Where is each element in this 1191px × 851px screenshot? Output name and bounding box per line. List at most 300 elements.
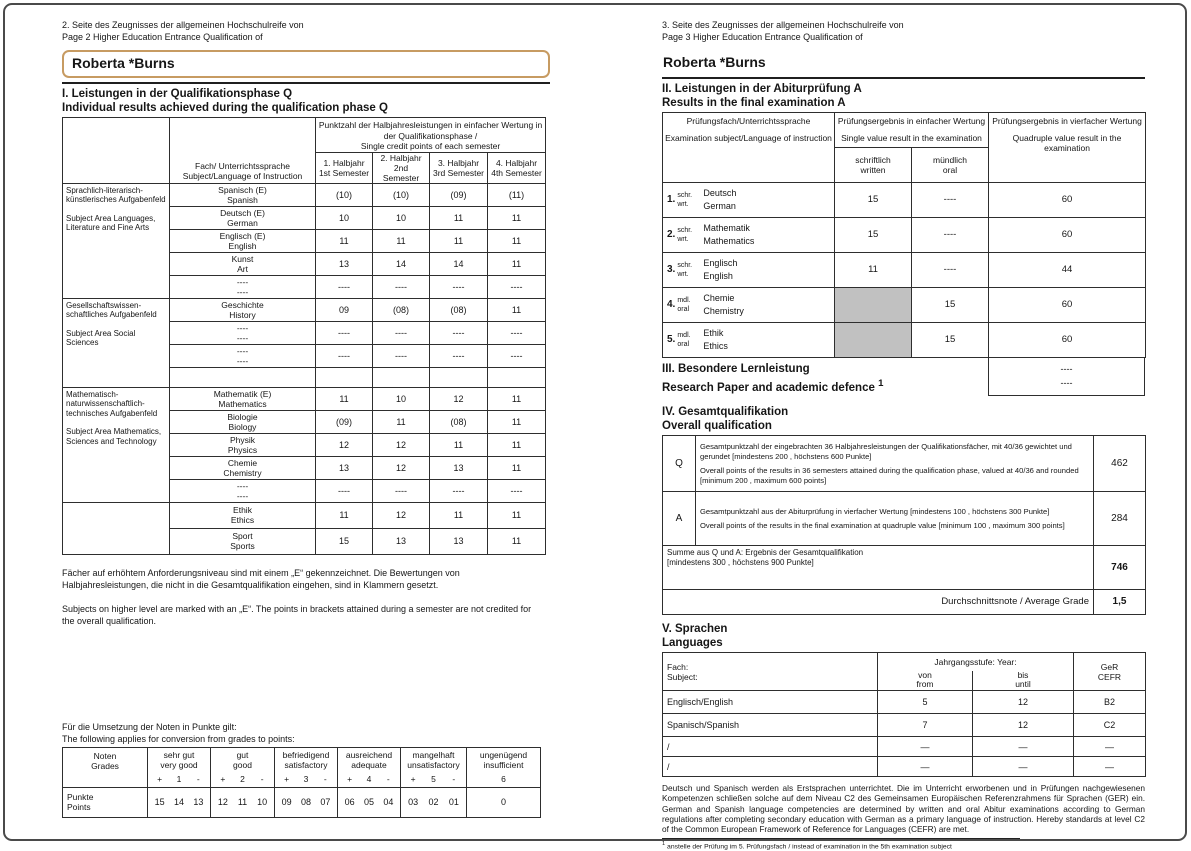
points-cell xyxy=(211,787,275,817)
exam-number: 4. xyxy=(667,299,676,310)
year-from-cell: 5 xyxy=(878,691,973,714)
semester-label-en: 3rd Semester xyxy=(432,167,485,178)
mark: - xyxy=(386,774,390,784)
exam-mode xyxy=(677,191,695,209)
table-row xyxy=(63,387,546,410)
points-cell: (10) xyxy=(316,183,373,206)
exam-subject-wrap xyxy=(663,187,834,213)
points-cell: 14 xyxy=(430,252,488,275)
semester-3-header xyxy=(430,152,488,183)
subject-en: Ethics xyxy=(703,341,728,351)
points-values xyxy=(213,797,272,807)
subject-cell xyxy=(170,367,316,387)
a-points-value: 284 xyxy=(1094,492,1146,546)
written-result-cell-blocked xyxy=(835,288,912,323)
points-cell xyxy=(338,787,401,817)
points-cell: 11 xyxy=(488,528,546,554)
table-row xyxy=(63,787,541,817)
points-label-en: Points xyxy=(67,802,91,812)
research-paper-value: ---- xyxy=(1060,364,1073,374)
table-row xyxy=(663,691,1146,714)
oral-result-cell: 15 xyxy=(912,323,989,358)
table-row xyxy=(663,714,1146,737)
subject-cell xyxy=(170,321,316,344)
mode-de: schr. xyxy=(677,227,693,234)
languages-table xyxy=(662,652,1146,777)
exam-mode xyxy=(677,296,695,314)
points-values xyxy=(469,797,538,807)
points-cell: (08) xyxy=(373,298,430,321)
quadruple-result-cell: 60 xyxy=(989,323,1146,358)
points-cell xyxy=(373,367,430,387)
mode-de: schr. xyxy=(677,262,693,269)
subject-cell xyxy=(170,479,316,502)
subject-header-en: Subject/Language of Instruction xyxy=(182,170,303,181)
subject-cell xyxy=(170,252,316,275)
points-cell: 15 xyxy=(316,528,373,554)
subject-de: ---- xyxy=(236,480,249,491)
average-grade-label: Durchschnittsnote / Average Grade xyxy=(663,590,1094,615)
table-row xyxy=(63,502,546,528)
table-row xyxy=(63,298,546,321)
overall-qualification-table xyxy=(662,435,1146,615)
grade-name xyxy=(150,750,208,770)
exam-subject-wrap xyxy=(663,292,834,318)
q-points-value: 462 xyxy=(1094,436,1146,492)
subject-de: ---- xyxy=(236,345,249,356)
language-name-cell: / xyxy=(663,737,878,757)
subject-de: Kunst xyxy=(231,253,254,264)
points-cell: 11 xyxy=(316,387,373,410)
points-cell: 11 xyxy=(488,456,546,479)
q-description-cell xyxy=(696,436,1094,492)
points-cell: 13 xyxy=(316,252,373,275)
subject-area-label xyxy=(63,183,170,298)
points-cell: ---- xyxy=(316,344,373,367)
subject-de: Englisch (E) xyxy=(219,230,266,241)
exam-subject-name xyxy=(703,187,736,213)
points-cell: 12 xyxy=(316,433,373,456)
year-from-cell: — xyxy=(878,757,973,777)
subject-cell xyxy=(170,206,316,229)
subject-de: ---- xyxy=(236,276,249,287)
cefr-label-de: GeR xyxy=(1100,661,1119,672)
subject-de: Deutsch (E) xyxy=(220,207,265,218)
points-values xyxy=(150,797,208,807)
subject-en: Biology xyxy=(228,421,257,432)
year-header-en: Year: xyxy=(997,656,1017,667)
table-header-row xyxy=(663,653,1146,671)
points-cell: 14 xyxy=(373,252,430,275)
subject-cell xyxy=(170,528,316,554)
points-cell: (10) xyxy=(373,183,430,206)
section-1-title-de: I. Leistungen in der Qualifikationsphase Q xyxy=(62,88,293,100)
subject-de: Englisch xyxy=(703,258,738,268)
subject-en: Ethics xyxy=(230,515,255,525)
section-3 xyxy=(662,358,1145,396)
mode-en: oral xyxy=(677,341,690,348)
until-header xyxy=(973,671,1074,691)
page-header-line-en: Page 3 Higher Education Entrance Qualification of xyxy=(662,32,863,42)
year-until-cell: 12 xyxy=(973,714,1074,737)
subject-column-header xyxy=(170,118,316,184)
grade-name-en: unsatisfactory xyxy=(407,760,460,770)
points-cell: 10 xyxy=(373,387,430,410)
cefr-label-en: CEFR xyxy=(1097,671,1122,682)
written-result-cell-blocked xyxy=(835,323,912,358)
points-cell: ---- xyxy=(373,321,430,344)
points-header-en: Single credit points of each semester xyxy=(360,141,501,151)
fach-label: Fach: xyxy=(667,661,689,672)
student-name: Roberta *Burns xyxy=(72,55,175,71)
points-label-de: Punkte xyxy=(67,792,94,802)
points-cell: ---- xyxy=(488,321,546,344)
table-row xyxy=(663,218,1146,253)
subject-en: Mathematics xyxy=(703,236,755,246)
section-5-title xyxy=(662,623,1145,650)
conversion-intro-en: The following applies for conversion from grades to points: xyxy=(62,733,295,744)
section-5-title-de: V. Sprachen xyxy=(662,623,728,635)
grade-name-en: adequate xyxy=(351,760,387,770)
points-cell: 12 xyxy=(373,433,430,456)
semester-label-en: 2nd Semester xyxy=(382,162,420,183)
subject-header-de: Fach/ Unterrichtssprache xyxy=(195,160,290,171)
subject-cell xyxy=(170,344,316,367)
mark: - xyxy=(452,774,456,784)
oral-result-cell: 15 xyxy=(912,288,989,323)
grade-column xyxy=(211,747,275,787)
points-cell: 11 xyxy=(373,410,430,433)
exam-subject-wrap xyxy=(663,327,834,353)
mode-de: mdl. xyxy=(677,297,691,304)
from-header xyxy=(878,671,973,691)
point: 02 xyxy=(428,797,439,807)
subject-cell xyxy=(170,183,316,206)
points-cell: 11 xyxy=(373,229,430,252)
point: 09 xyxy=(281,797,292,807)
grade-marks xyxy=(213,774,272,784)
average-grade-value: 1,5 xyxy=(1094,590,1146,615)
semester-label-de: 4. Halbjahr xyxy=(495,157,538,168)
mark: + xyxy=(410,774,416,784)
points-cell: ---- xyxy=(488,479,546,502)
points-values xyxy=(277,797,335,807)
points-cell xyxy=(401,787,467,817)
header-empty-cell xyxy=(63,118,170,184)
sum-desc-line1: Summe aus Q und A: Ergebnis der Gesamtqualifikation xyxy=(667,548,864,557)
subject-en: German xyxy=(703,201,736,211)
point: 01 xyxy=(448,797,459,807)
area-label-en: Subject Area Languages, Literature and Fine Arts xyxy=(66,213,156,232)
a-letter-cell: A xyxy=(663,492,696,546)
footnote-reference: 1 xyxy=(878,377,884,389)
written-header xyxy=(835,148,912,183)
mode-en: oral xyxy=(677,306,690,313)
grade-column xyxy=(275,747,338,787)
page-header xyxy=(62,19,550,43)
subject-en: ---- xyxy=(236,490,249,501)
points-cell: 12 xyxy=(373,456,430,479)
table-row xyxy=(663,253,1146,288)
subject-en: ---- xyxy=(236,355,249,366)
year-until-cell: 12 xyxy=(973,691,1074,714)
points-cell: 11 xyxy=(488,229,546,252)
year-until-cell: — xyxy=(973,737,1074,757)
exam-subject-wrap xyxy=(663,257,834,283)
grade-name-en: satisfactory xyxy=(284,760,328,770)
points-cell: (09) xyxy=(316,410,373,433)
subject-area-label xyxy=(63,387,170,502)
table-row xyxy=(663,288,1146,323)
points-cell: 11 xyxy=(430,206,488,229)
points-cell xyxy=(488,367,546,387)
mode-de: schr. xyxy=(677,192,693,199)
grade-marks xyxy=(469,774,538,784)
quadruple-result-cell: 60 xyxy=(989,183,1146,218)
cefr-level-cell: — xyxy=(1074,757,1146,777)
exam-subject-cell xyxy=(663,183,835,218)
section-4-title-en: Overall qualification xyxy=(662,419,772,432)
grade-name-de: ungenügend xyxy=(479,750,528,760)
points-cell: ---- xyxy=(373,479,430,502)
section-3-title-en-text: Research Paper and academic defence xyxy=(662,381,875,394)
student-name-box xyxy=(62,50,550,78)
table-row xyxy=(663,757,1146,777)
point: 15 xyxy=(154,797,165,807)
exam-subject-cell xyxy=(663,323,835,358)
points-cell: 10 xyxy=(316,206,373,229)
exam-subject-cell xyxy=(663,288,835,323)
exam-subject-name xyxy=(703,222,754,248)
points-cell: 11 xyxy=(488,252,546,275)
points-values xyxy=(403,797,464,807)
points-cell: 12 xyxy=(373,502,430,528)
exam-subject-header-en: Examination subject/Language of instruction xyxy=(665,132,832,143)
grade-name xyxy=(469,750,538,770)
language-name-cell: / xyxy=(663,757,878,777)
point: 05 xyxy=(363,797,374,807)
points-cell: (09) xyxy=(430,183,488,206)
grade-column xyxy=(148,747,211,787)
area-label-en: Subject Area Mathematics, Sciences and Technology xyxy=(66,427,162,446)
year-from-cell: — xyxy=(878,737,973,757)
points-cell xyxy=(430,367,488,387)
conversion-intro xyxy=(62,721,550,745)
points-cell: 11 xyxy=(488,433,546,456)
point: 03 xyxy=(408,797,419,807)
subject-de: Spanisch (E) xyxy=(218,184,267,195)
sum-description-cell xyxy=(663,546,1094,590)
points-cell: (08) xyxy=(430,298,488,321)
points-cell: ---- xyxy=(373,344,430,367)
higher-level-note-en: Subjects on higher level are marked with an „E“. The points in brackets attained during a semester are not credited for the overall qualification. xyxy=(62,603,532,626)
grade-name xyxy=(277,750,335,770)
subject-en: Physics xyxy=(227,444,258,455)
written-label-de: schriftlich xyxy=(855,155,891,165)
total-points-value: 746 xyxy=(1094,546,1146,590)
point: 04 xyxy=(383,797,394,807)
a-desc-en: Overall points of the results in the final examination at quadruple value [minimum 100 , maximum 300 points] xyxy=(700,521,1065,530)
exam-subject-cell xyxy=(663,253,835,288)
grades-label-en: Grades xyxy=(91,760,119,771)
mode-de: mdl. xyxy=(677,332,691,339)
point: 13 xyxy=(193,797,204,807)
points-cell: 13 xyxy=(316,456,373,479)
written-result-cell: 11 xyxy=(835,253,912,288)
points-cell: 09 xyxy=(316,298,373,321)
cefr-level-cell: B2 xyxy=(1074,691,1146,714)
qualification-results-table xyxy=(62,117,546,555)
subject-de: Mathematik (E) xyxy=(213,388,272,399)
subject-en: ---- xyxy=(236,332,249,343)
point: 0 xyxy=(500,797,506,807)
area-label-en: Subject Area Social Sciences xyxy=(66,328,136,347)
certificate-page-2 xyxy=(62,19,550,818)
grade-name xyxy=(403,750,464,770)
certificate-page-3 xyxy=(662,19,1145,851)
points-cell: ---- xyxy=(316,275,373,298)
page-header xyxy=(662,19,1145,43)
points-cell: 11 xyxy=(430,433,488,456)
from-label-en: from xyxy=(916,678,934,689)
cefr-header xyxy=(1074,653,1146,691)
mark: - xyxy=(196,774,200,784)
grade-name-en: very good xyxy=(160,760,198,770)
points-cell: ---- xyxy=(430,479,488,502)
grade-marks xyxy=(277,774,335,784)
points-cell: ---- xyxy=(488,344,546,367)
points-cell: (11) xyxy=(488,183,546,206)
section-3-title-de: III. Besondere Lernleistung xyxy=(662,363,810,375)
points-header-cell xyxy=(316,118,546,153)
subject-en: Art xyxy=(237,263,248,274)
points-cell: ---- xyxy=(430,344,488,367)
area-label-de: Gesellschaftswissen-schaftliches Aufgabenfeld xyxy=(66,300,157,319)
subject-en: ---- xyxy=(236,286,249,297)
semester-label-en: 4th Semester xyxy=(491,167,542,178)
point: 06 xyxy=(344,797,355,807)
subject-de: Deutsch xyxy=(703,188,737,198)
grade-conversion-table xyxy=(62,747,541,818)
subject-en: German xyxy=(227,217,258,228)
subject-area-label xyxy=(63,298,170,387)
oral-result-cell: ---- xyxy=(912,218,989,253)
table-row xyxy=(663,546,1146,590)
points-cell: 10 xyxy=(373,206,430,229)
mode-en: wrt. xyxy=(677,271,689,278)
exam-mode xyxy=(677,226,695,244)
points-cell xyxy=(275,787,338,817)
subject-cell xyxy=(170,433,316,456)
grade-name-de: gut xyxy=(236,750,249,760)
year-header xyxy=(878,653,1074,671)
grades-label-de: Noten xyxy=(93,750,117,761)
grade-name xyxy=(213,750,272,770)
points-cell xyxy=(316,367,373,387)
grade-name-de: befriedigend xyxy=(282,750,330,760)
oral-result-cell: ---- xyxy=(912,183,989,218)
semester-1-header xyxy=(316,152,373,183)
a-desc-de: Gesamtpunktzahl aus der Abiturprüfung in vierfacher Wertung [mindestens 100 , höchstens 300 Punkte] xyxy=(700,506,1050,516)
section-4-title-de: IV. Gesamtqualifikation xyxy=(662,406,789,418)
mode-en: wrt. xyxy=(677,201,689,208)
subject-de: Physik xyxy=(229,434,256,445)
written-result-cell: 15 xyxy=(835,183,912,218)
points-cell: ---- xyxy=(316,479,373,502)
year-header-de: Jahrgangsstufe: xyxy=(934,656,995,667)
exam-number: 2. xyxy=(667,229,676,240)
exam-number: 5. xyxy=(667,334,676,345)
table-header-row xyxy=(663,113,1146,148)
grade-marks xyxy=(403,774,464,784)
table-row xyxy=(663,492,1146,546)
point: 11 xyxy=(237,797,248,807)
section-2-title-de: II. Leistungen in der Abiturprüfung A xyxy=(662,83,862,95)
points-cell: 11 xyxy=(488,502,546,528)
quadruple-result-cell: 60 xyxy=(989,288,1146,323)
until-label-en: until xyxy=(1015,678,1031,689)
q-desc-de: Gesamtpunktzahl der eingebrachten 36 Halbjahresleistungen der Qualifikationsfächer, mit 40/36 gewichtet und gerundet [mindestens 200 , höchstens 600 Punkte] xyxy=(700,442,1072,461)
subject-cell xyxy=(170,502,316,528)
table-header-row xyxy=(63,747,541,787)
mark: + xyxy=(157,774,163,784)
exam-subject-name xyxy=(703,292,744,318)
subject-de: Mathematik xyxy=(703,223,750,233)
page-header-line-en: Page 2 Higher Education Entrance Qualification of xyxy=(62,32,263,42)
subject-en: English xyxy=(703,271,733,281)
exam-subject-header-de: Prüfungsfach/Unterrichtssprache xyxy=(686,116,811,126)
points-label-cell xyxy=(63,787,148,817)
year-from-cell: 7 xyxy=(878,714,973,737)
subject-en: Sports xyxy=(230,541,255,551)
from-label-de: von xyxy=(918,669,932,680)
points-cell: ---- xyxy=(488,275,546,298)
mark: 2 xyxy=(240,774,245,784)
mark: 3 xyxy=(303,774,309,784)
page-header-line-de: 3. Seite des Zeugnisses der allgemeinen Hochschulreife von xyxy=(662,20,904,30)
semester-label-en: 1st Semester xyxy=(318,167,370,178)
written-result-cell: 15 xyxy=(835,218,912,253)
semester-label-de: 2. Halbjahr xyxy=(380,152,422,163)
points-cell: (08) xyxy=(430,410,488,433)
oral-result-cell: ---- xyxy=(912,253,989,288)
subject-en: History xyxy=(229,309,256,320)
points-cell: 11 xyxy=(488,206,546,229)
points-cell: ---- xyxy=(316,321,373,344)
subject-de: ---- xyxy=(236,322,249,333)
language-subject-header xyxy=(663,653,878,691)
subject-label: Subject: xyxy=(667,671,698,682)
grade-marks xyxy=(150,774,208,784)
table-row xyxy=(63,183,546,206)
points-cell: 12 xyxy=(430,387,488,410)
section-5-title-en: Languages xyxy=(662,636,723,649)
grade-name xyxy=(340,750,398,770)
a-description-cell xyxy=(696,492,1094,546)
exam-subject-header xyxy=(663,113,835,183)
points-values xyxy=(340,797,398,807)
research-paper-value: ---- xyxy=(1060,378,1073,388)
points-cell: 11 xyxy=(488,298,546,321)
table-row xyxy=(663,737,1146,757)
semester-4-header xyxy=(488,152,546,183)
grade-name-en: good xyxy=(233,760,252,770)
q-desc-en: Overall points of the results in 36 semesters attained during the qualification phase, valued at 40/36 and rounded [minimum 200 , maximum 600 points] xyxy=(700,466,1079,485)
semester-label-de: 1. Halbjahr xyxy=(323,157,365,168)
subject-cell xyxy=(170,229,316,252)
mark: 1 xyxy=(176,774,182,784)
point: 10 xyxy=(257,797,268,807)
